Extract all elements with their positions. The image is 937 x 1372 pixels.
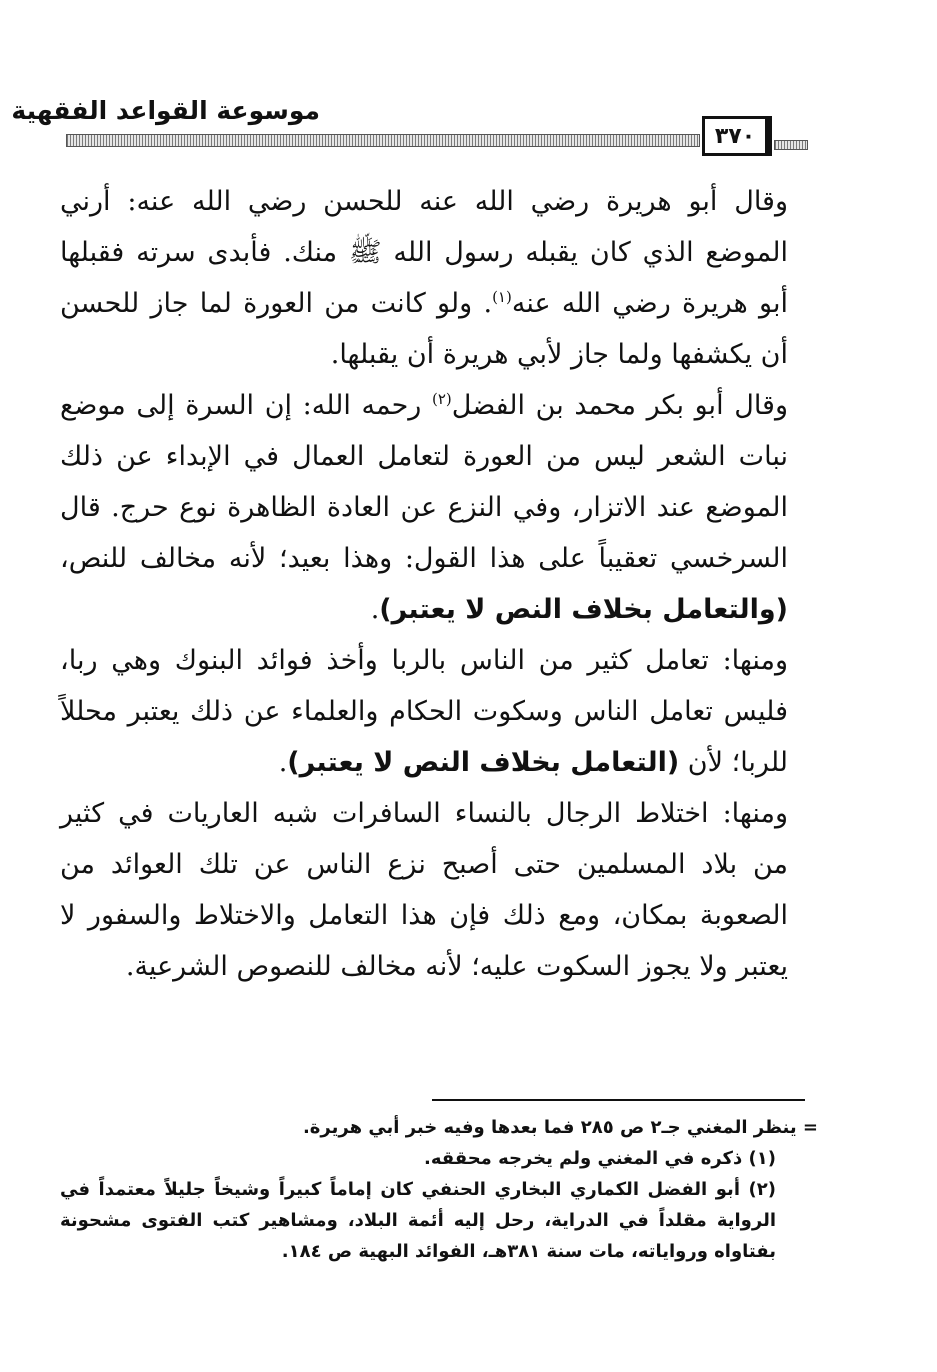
maxim-bold: (والتعامل بخلاف النص لا يعتبر) [379, 594, 788, 625]
footnote-ref: (١) [492, 288, 512, 306]
text-run: وقال أبو بكر محمد بن الفضل [451, 390, 788, 421]
footnotes [60, 1112, 818, 1267]
page-number: ٣٧٠ [702, 116, 772, 156]
text-run: ومنها: تعامل كثير من الناس بالربا وأخذ فوائد البنوك وهي ربا، فليس تعامل الناس وسكوت الحكام والعلماء عن ذلك يعتبر محللاً للربا؛ لأن [60, 645, 788, 778]
footnote-1: (١) ذكره في المغني ولم يخرجه محققه. [424, 1148, 776, 1169]
text-run: . [278, 747, 288, 778]
footnote-separator [432, 1099, 805, 1101]
footnote-continued: = ينظر المغني جـ٢ ص ٢٨٥ فما بعدها وفيه خبر أبي هريرة. [302, 1117, 818, 1138]
running-header-title: موسوعة القواعد الفقهية [11, 96, 320, 125]
paragraph [60, 788, 788, 992]
main-text [60, 176, 788, 992]
text-run: وقال أبو هريرة رضي الله عنه للحسن رضي الله عنه: أرني الموضع الذي كان يقبله رسول الله ﷺ منك. فأبدى سرته فقبلها أبو هريرة رضي الله عنه [60, 186, 788, 319]
text-run: . ولو كانت من العورة لما جاز للحسن أن يكشفها ولما جاز لأبي هريرة أن يقبلها. [60, 288, 788, 370]
paragraph [60, 176, 788, 380]
footnote-ref: (٢) [431, 390, 452, 408]
header-rule-short [774, 140, 808, 150]
text-run: ومنها: اختلاط الرجال بالنساء السافرات شبه العاريات في كثير من بلاد المسلمين حتى أصبح نزع الناس عن تلك العوائد من الصعوبة بمكان، ومع ذلك فإن هذا التعامل والاختلاط والسفور لا يعتبر ولا يجوز السكوت عليه؛ لأنه مخالف للنصوص الشرعية. [60, 798, 788, 982]
maxim-bold: (التعامل بخلاف النص لا يعتبر) [287, 747, 680, 778]
footnote-2: (٢) أبو الفضل الكماري البخاري الحنفي كان إماماً كبيراً وشيخاً جليلاً معتمداً في الرواية مقلداً في الدراية، رحل إليه أئمة البلاد، ومشاهير كتب الفتوى مشحونة بفتاواه ورواياته، مات سنة ٣٨١هـ، الفوائد البهية ص ١٨٤. [60, 1179, 776, 1262]
text-run: رحمه الله: إن السرة إلى موضع نبات الشعر ليس من العورة لتعامل العمال في الإبداء عن ذلك الموضع عند الاتزار، وفي النزع عن العادة الظاهرة نوع حرج. قال السرخسي تعقيباً على هذا القول: وهذا بعيد؛ لأنه مخالف للنص، [60, 390, 788, 574]
text-run: . [370, 594, 380, 625]
header-rule [66, 134, 700, 147]
paragraph [60, 635, 788, 788]
paragraph [60, 380, 788, 635]
